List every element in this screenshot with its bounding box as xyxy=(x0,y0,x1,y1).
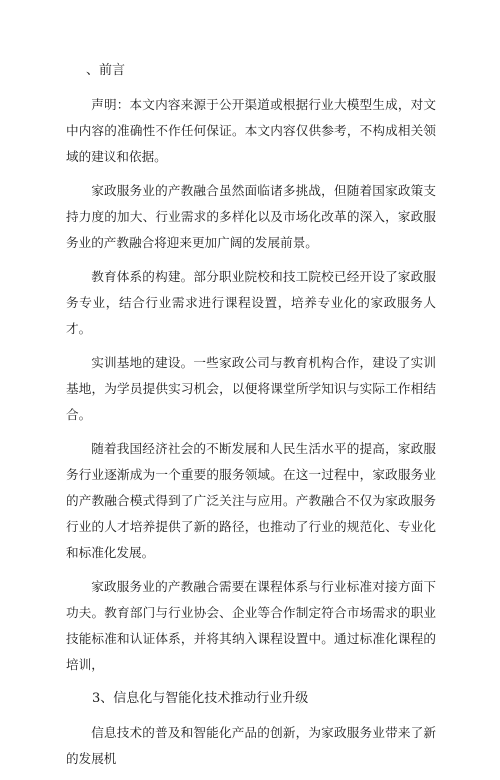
paragraph-training-base: 实训基地的建设。一些家政公司与教育机构合作，建设了实训基地，为学员提供实习机会，以便将课堂所学知识与实际工作相结合。 xyxy=(66,355,436,422)
section-heading-3: 3、信息化与智能化技术推动行业升级 xyxy=(92,691,309,706)
section-heading-preface: 、前言 xyxy=(86,63,126,78)
document-body xyxy=(66,58,436,780)
paragraph-curriculum-standards: 家政服务业的产教融合需要在课程体系与行业标准对接方面下功夫。教育部门与行业协会、企业等合作制定符合市场需求的职业技能标准和认证体系，并将其纳入课程设置中。通过标准化课程的培训， xyxy=(66,579,436,672)
paragraph-development: 随着我国经济社会的不断发展和人民生活水平的提高，家政服务行业逐渐成为一个重要的服务领域。在这一过程中，家政服务业的产教融合模式得到了广泛关注与应用。产教融合不仅为家政服务行业的人才培养提供了新的路径，也推动了行业的规范化、专业化和标准化发展。 xyxy=(66,441,436,560)
paragraph-information-technology: 信息技术的普及和智能化产品的创新，为家政服务业带来了新的发展机 xyxy=(66,725,436,766)
disclaimer-paragraph: 声明：本文内容来源于公开渠道或根据行业大模型生成，对文中内容的准确性不作任何保证。本文内容仅供参考，不构成相关领域的建议和依据。 xyxy=(66,97,436,164)
paragraph-education-system: 教育体系的构建。部分职业院校和技工院校已经开设了家政服务专业，结合行业需求进行课程设置，培养专业化的家政服务人才。 xyxy=(66,269,436,336)
paragraph-prospects: 家政服务业的产教融合虽然面临诸多挑战，但随着国家政策支持力度的加大、行业需求的多样化以及市场化改革的深入，家政服务业的产教融合将迎来更加广阔的发展前景。 xyxy=(66,183,436,250)
